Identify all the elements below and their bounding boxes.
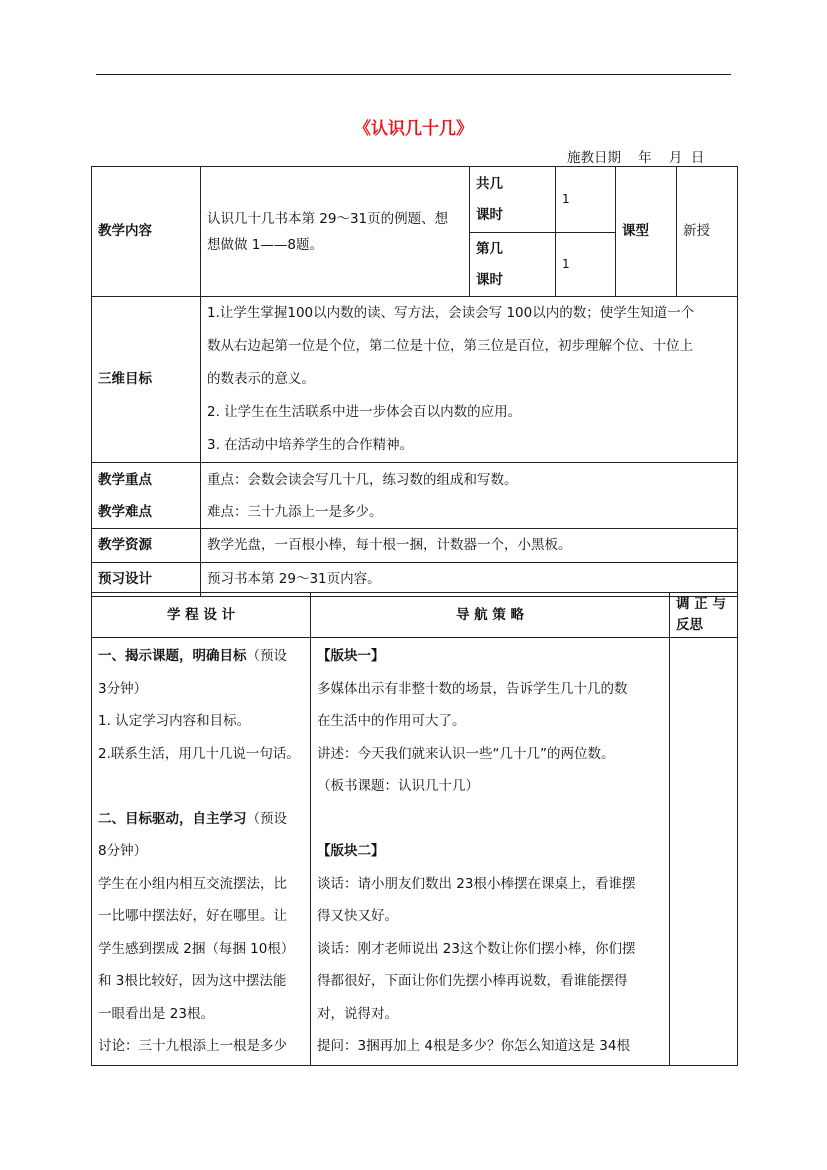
strategy-line-text: 对，说得对。 xyxy=(317,1005,398,1022)
strategy-line xyxy=(317,835,663,868)
reflection-cell xyxy=(670,638,738,1066)
learning-step-line xyxy=(98,965,304,998)
strategy-line-text: （板书课题：认识几十几） xyxy=(317,778,479,794)
learning-step-line xyxy=(98,803,304,836)
total-periods-label-line: 共几 xyxy=(476,175,503,192)
strategy-line xyxy=(317,900,663,933)
strategy-line-text: 提问：3捆再加上 4根是多少？你怎么知道这是 34根 xyxy=(317,1038,630,1054)
strategy-line-text: 讲述：今天我们就来认识一些“几十几”的两位数。 xyxy=(317,745,615,762)
difficulty-text: 难点：三十九添上一是多少。 xyxy=(207,503,383,520)
learning-step-line-text: 8分钟） xyxy=(98,843,148,859)
learning-step-line xyxy=(98,835,304,868)
strategy-line xyxy=(317,1030,663,1063)
total-periods-label-line: 课时 xyxy=(476,206,503,223)
learning-step-line-heading: 一、揭示课题，明确目标 xyxy=(98,648,247,664)
learning-step-line xyxy=(98,900,304,933)
design-column-header: 学 程 设 计 xyxy=(92,593,311,638)
reflection-column-header xyxy=(670,593,738,638)
goal-line: 数从右边起第一位是个位，第二位是十位，第三位是百位，初步理解个位、十位上 xyxy=(207,338,693,354)
learning-step-line-text: 1. 认定学习内容和目标。 xyxy=(98,713,251,729)
key-point-label: 教学重点 xyxy=(98,471,152,488)
total-periods-value: 1 xyxy=(556,167,616,233)
learning-step-line xyxy=(98,933,304,966)
goal-line: 2. 让学生在生活联系中进一步体会百以内数的应用。 xyxy=(207,404,522,420)
strategy-line xyxy=(317,673,663,706)
learning-step-line-heading: 二、目标驱动，自主学习 xyxy=(98,810,247,827)
learning-step-line-text: 讨论：三十九根添上一根是多少 xyxy=(98,1038,287,1054)
goal-line: 1.让学生掌握100以内数的读、写方法，会读会写 100以内的数；使学生知道一个 xyxy=(207,305,695,321)
strategy-line xyxy=(317,998,663,1031)
learning-process-cell xyxy=(92,638,311,1066)
resources-text: 教学光盘，一百根小棒，每十根一捆，计数器一个，小黑板。 xyxy=(201,529,738,563)
navigation-strategy-cell xyxy=(311,638,670,1066)
learning-step-line-text: 一比哪中摆法好，好在哪里。让 xyxy=(98,908,287,924)
strategy-line-heading: 【版块一】 xyxy=(317,648,385,664)
learning-step-line xyxy=(98,770,304,803)
learning-step-line-text: 学生在小组内相互交流摆法，比 xyxy=(98,875,287,892)
total-periods-label xyxy=(470,167,556,233)
reflection-header-line: 反思 xyxy=(676,617,703,633)
strategy-line xyxy=(317,933,663,966)
learning-step-line xyxy=(98,868,304,901)
preview-text: 预习书本第 29～31页内容。 xyxy=(201,563,738,597)
learning-step-line-text: 和 3根比较好，因为这中摆法能 xyxy=(98,973,287,989)
goals-label: 三维目标 xyxy=(92,297,201,463)
current-period-value: 1 xyxy=(556,233,616,297)
strategy-line xyxy=(317,640,663,673)
learning-step-line-text: 2.联系生活，用几十几说一句话。 xyxy=(98,745,300,762)
learning-step-line-text: （预设 xyxy=(246,810,287,827)
learning-step-line-text: 学生感到摆成 2捆（每捆 10根） xyxy=(98,940,295,957)
lesson-type-value: 新授 xyxy=(677,167,738,297)
header-rule xyxy=(96,74,731,75)
learning-step-line-text: （预设 xyxy=(246,648,287,664)
key-difficulty-labels xyxy=(92,463,201,529)
strategy-line-text xyxy=(317,811,321,827)
learning-step-line-text xyxy=(98,778,102,794)
learning-step-line xyxy=(98,705,304,738)
document-title: 《认识几十几》 xyxy=(354,119,473,139)
content-text-line: 认识几十几书本第 29～31页的例题、想 xyxy=(207,210,449,227)
learning-step-line xyxy=(98,640,304,673)
learning-step-line-text: 一眼看出是 23根。 xyxy=(98,1005,214,1022)
difficulty-label: 教学难点 xyxy=(98,503,152,520)
learning-step-line xyxy=(98,738,304,771)
content-text-line: 想做做 1——8题。 xyxy=(207,236,323,253)
goal-line: 3. 在活动中培养学生的合作精神。 xyxy=(207,437,414,453)
key-difficulty-text xyxy=(201,463,738,529)
learning-step-line xyxy=(98,1030,304,1063)
strategy-line-text: 多媒体出示有非整十数的场景，告诉学生几十几的数 xyxy=(317,680,628,697)
current-period-label-line: 课时 xyxy=(476,271,503,288)
strategy-line-text: 在生活中的作用可大了。 xyxy=(317,713,466,729)
lesson-info-table xyxy=(91,166,738,597)
lesson-design-table xyxy=(91,592,738,1066)
strategy-line xyxy=(317,738,663,771)
reflection-header-line: 调 正 与 xyxy=(676,596,726,612)
content-text xyxy=(201,167,470,297)
goal-line: 的数表示的意义。 xyxy=(207,371,315,387)
preview-label: 预习设计 xyxy=(92,563,201,597)
strategy-line xyxy=(317,803,663,836)
strategy-column-header: 导 航 策 略 xyxy=(311,593,670,638)
strategy-line-text: 得都很好，下面让你们先摆小棒再说数，看谁能摆得 xyxy=(317,973,628,989)
content-label: 教学内容 xyxy=(92,167,201,297)
learning-step-line xyxy=(98,673,304,706)
resources-label: 教学资源 xyxy=(92,529,201,563)
strategy-line-heading: 【版块二】 xyxy=(317,843,385,859)
strategy-line xyxy=(317,868,663,901)
learning-step-line-text: 3分钟） xyxy=(98,680,148,697)
strategy-line-text: 得又快又好。 xyxy=(317,908,398,924)
learning-step-line xyxy=(98,998,304,1031)
key-point-text: 重点：会数会读会写几十几，练习数的组成和写数。 xyxy=(207,471,518,488)
goals-text xyxy=(201,297,738,463)
strategy-line xyxy=(317,705,663,738)
lesson-type-label: 课型 xyxy=(616,167,677,297)
strategy-line xyxy=(317,965,663,998)
teaching-date-line: 施教日期 年 月 日 xyxy=(567,150,705,166)
strategy-line-text: 谈话：请小朋友们数出 23根小棒摆在课桌上，看谁摆 xyxy=(317,875,636,892)
current-period-label xyxy=(470,233,556,297)
strategy-line xyxy=(317,770,663,803)
current-period-label-line: 第几 xyxy=(476,240,503,257)
strategy-line-text: 谈话：刚才老师说出 23这个数让你们摆小棒，你们摆 xyxy=(317,940,636,957)
